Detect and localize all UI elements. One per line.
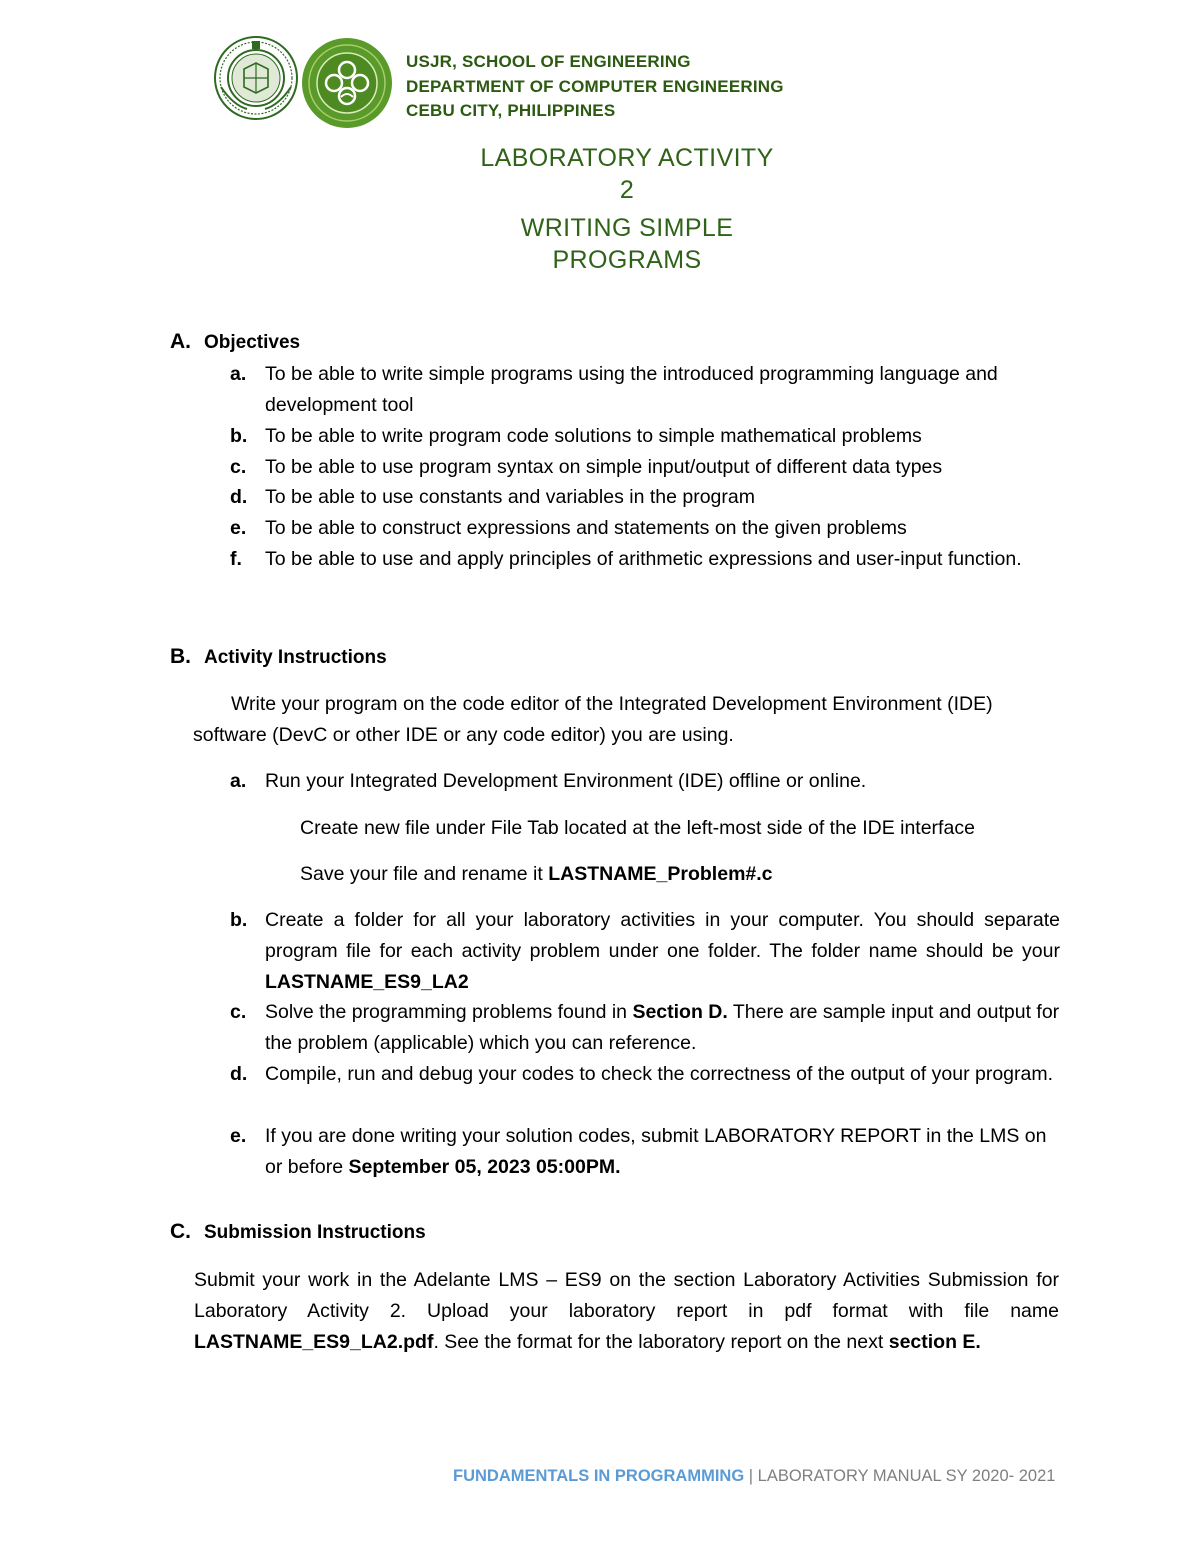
- page-footer: [453, 1467, 1055, 1486]
- university-seal-logo: [213, 35, 299, 121]
- filename-format: LASTNAME_Problem#.c: [548, 863, 773, 885]
- section-c-heading: [170, 1217, 426, 1248]
- instruction-item-a: a. Run your Integrated Development Environment (IDE) offline or online.: [230, 770, 867, 792]
- objective-item: f. To be able to use and apply principles of arithmetic expressions and user-input function.: [230, 548, 1022, 570]
- footer-course: FUNDAMENTALS IN PROGRAMMING: [453, 1467, 745, 1485]
- instruction-item-b: b. Create a folder for all your laboratory activities in your computer. You should separate program file for each activity problem under one folder. The folder name should be your LASTNAME_ES9_LA2: [230, 909, 1060, 993]
- instruction-item-d: d. Compile, run and debug your codes to check the correctness of the output of your program.: [230, 1063, 1054, 1085]
- section-a-heading: [170, 327, 300, 358]
- footer-manual: LABORATORY MANUAL SY 2020- 2021: [757, 1467, 1056, 1485]
- submission-instructions: Submit your work in the Adelante LMS – ES9 on the section Laboratory Activities Submission for Laboratory Activity 2. Upload your laboratory report in pdf format with file name LASTNAME_ES9_LA2.pdf. See the format for the laboratory report on the next section E.: [194, 1269, 1059, 1353]
- folder-name-format: LASTNAME_ES9_LA2: [265, 971, 469, 993]
- document-title: [400, 143, 854, 276]
- department-emblem-logo: [301, 37, 393, 129]
- footer-separator: |: [744, 1467, 758, 1485]
- report-filename: LASTNAME_ES9_LA2.pdf: [194, 1331, 434, 1353]
- section-c-letter: C.: [170, 1220, 191, 1243]
- create-file-step: Create new file under File Tab located at the left-most side of the IDE interface: [300, 817, 975, 839]
- activity-intro: Write your program on the code editor of the Integrated Development Environment (IDE) software (DevC or other IDE or any code editor) you are using.: [193, 693, 993, 746]
- objective-item: a. To be able to write simple programs using the introduced programming language and development tool: [230, 363, 998, 416]
- header-logos: [213, 35, 413, 130]
- objective-item: b. To be able to write program code solutions to simple mathematical problems: [230, 425, 922, 447]
- instruction-item-e: e. If you are done writing your solution codes, submit LABORATORY REPORT in the LMS on or before September 05, 2023 05:00PM.: [230, 1125, 1047, 1178]
- deadline: September 05, 2023 05:00PM.: [348, 1156, 621, 1178]
- title-line-1: LABORATORY ACTIVITY: [480, 144, 774, 172]
- title-line-2: 2: [619, 175, 635, 204]
- objective-item: d. To be able to use constants and variables in the program: [230, 486, 755, 508]
- title-line-3: WRITING SIMPLE: [520, 214, 734, 242]
- section-b-heading: [170, 642, 387, 673]
- objective-item: c. To be able to use program syntax on simple input/output of different data types: [230, 456, 943, 478]
- school-line: USJR, SCHOOL OF ENGINEERING: [406, 52, 691, 71]
- section-a-letter: A.: [170, 330, 191, 353]
- instruction-item-c: c. Solve the programming problems found in Section D. There are sample input and output for the problem (applicable) which you can reference.: [230, 1001, 1060, 1054]
- section-b-title: Activity Instructions: [204, 647, 387, 668]
- section-b-letter: B.: [170, 645, 191, 668]
- save-file-step: Save your file and rename it LASTNAME_Problem#.c: [300, 863, 773, 885]
- department-line: DEPARTMENT OF COMPUTER ENGINEERING: [406, 76, 784, 96]
- title-line-4: PROGRAMS: [552, 245, 702, 274]
- section-a-title: Objectives: [204, 332, 301, 353]
- location-line: CEBU CITY, PHILIPPINES: [406, 101, 616, 120]
- section-c-title: Submission Instructions: [204, 1222, 426, 1243]
- objective-item: e. To be able to construct expressions and statements on the given problems: [230, 517, 907, 539]
- school-header: [406, 50, 784, 124]
